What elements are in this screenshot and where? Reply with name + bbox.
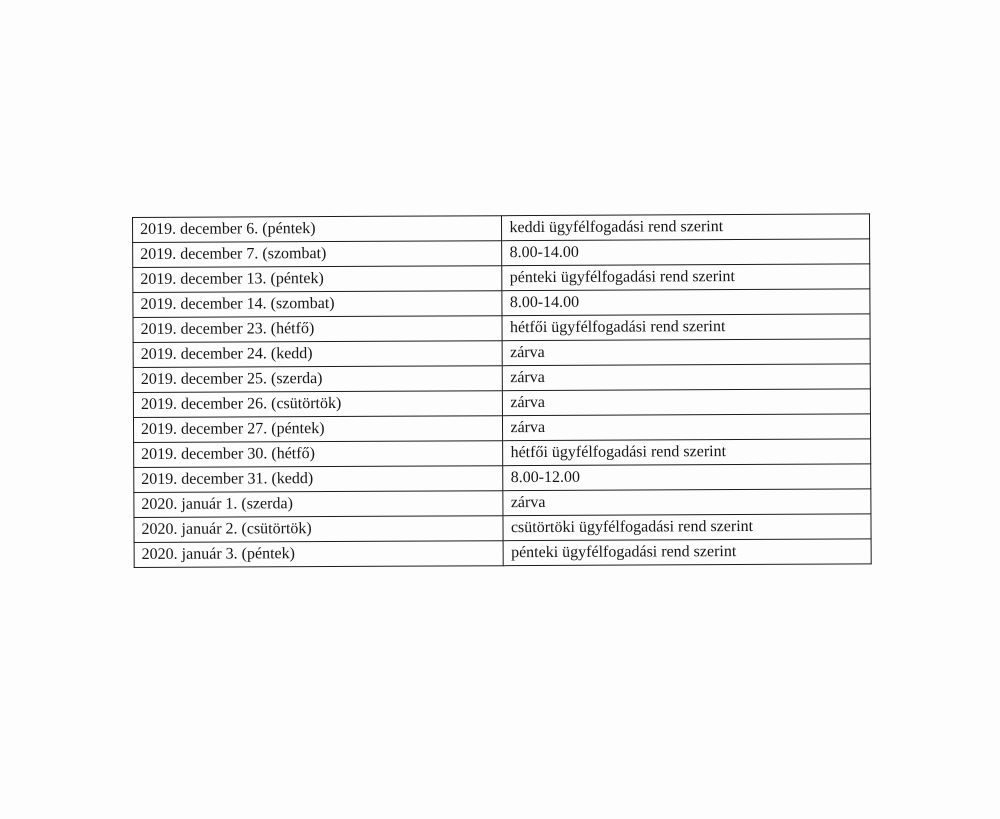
table-row <box>133 339 870 368</box>
table-row <box>133 364 870 393</box>
table-row <box>134 439 871 468</box>
date-cell: 2019. december 31. (kedd) <box>134 466 504 493</box>
date-cell: 2019. december 13. (péntek) <box>133 266 503 293</box>
hours-cell: zárva <box>503 489 871 516</box>
table-row <box>134 539 871 568</box>
table-row <box>133 289 870 318</box>
hours-cell: keddi ügyfélfogadási rend szerint <box>502 214 870 241</box>
hours-cell: pénteki ügyfélfogadási rend szerint <box>502 264 870 291</box>
hours-cell: zárva <box>503 414 871 441</box>
date-cell: 2019. december 23. (hétfő) <box>133 316 503 343</box>
table-row <box>134 514 871 543</box>
date-cell: 2019. december 27. (péntek) <box>133 416 503 443</box>
date-cell: 2019. december 26. (csütörtök) <box>133 391 503 418</box>
table-row <box>133 389 870 418</box>
table-row <box>134 464 871 493</box>
hours-cell: 8.00-12.00 <box>503 464 871 491</box>
hours-cell: csütörtöki ügyfélfogadási rend szerint <box>503 514 871 541</box>
date-cell: 2019. december 30. (hétfő) <box>134 441 504 468</box>
hours-cell: 8.00-14.00 <box>502 239 870 266</box>
date-cell: 2019. december 6. (péntek) <box>133 216 503 243</box>
hours-cell: zárva <box>503 364 871 391</box>
hours-cell: pénteki ügyfélfogadási rend szerint <box>503 539 871 566</box>
hours-cell: zárva <box>503 389 871 416</box>
hours-cell: hétfői ügyfélfogadási rend szerint <box>502 314 870 341</box>
table-row <box>133 239 870 268</box>
date-cell: 2019. december 25. (szerda) <box>133 366 503 393</box>
date-cell: 2019. december 7. (szombat) <box>133 241 503 268</box>
hours-cell: 8.00-14.00 <box>502 289 870 316</box>
date-cell: 2020. január 2. (csütörtök) <box>134 516 504 543</box>
date-cell: 2020. január 1. (szerda) <box>134 491 504 518</box>
schedule-table <box>132 213 872 568</box>
schedule-table-body <box>133 214 872 568</box>
hours-cell: hétfői ügyfélfogadási rend szerint <box>503 439 871 466</box>
table-row <box>134 489 871 518</box>
date-cell: 2019. december 24. (kedd) <box>133 341 503 368</box>
date-cell: 2019. december 14. (szombat) <box>133 291 503 318</box>
date-cell: 2020. január 3. (péntek) <box>134 541 504 568</box>
table-row <box>133 314 870 343</box>
table-row <box>133 414 870 443</box>
table-row <box>133 214 870 243</box>
hours-cell: zárva <box>503 339 871 366</box>
table-row <box>133 264 870 293</box>
